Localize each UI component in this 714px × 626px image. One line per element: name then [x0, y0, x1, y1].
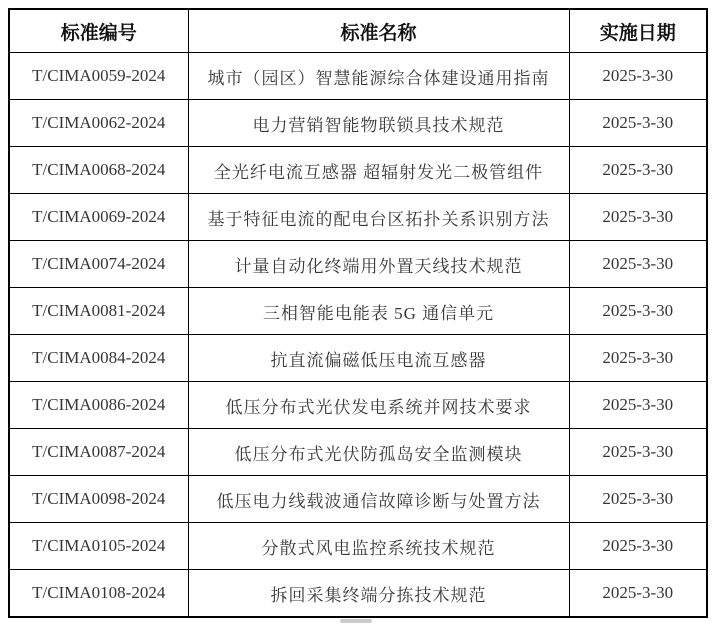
cell-standard-name: 全光纤电流互感器 超辐射发光二极管组件: [188, 147, 569, 194]
cell-standard-name: 拆回采集终端分拣技术规范: [188, 570, 569, 618]
table-row: [9, 147, 707, 194]
cell-standard-code: T/CIMA0105-2024: [9, 523, 188, 570]
table-row: [9, 241, 707, 288]
table-row: [9, 476, 707, 523]
table-row: [9, 100, 707, 147]
cell-impl-date: 2025-3-30: [569, 382, 707, 429]
cell-standard-name: 低压分布式光伏发电系统并网技术要求: [188, 382, 569, 429]
cell-standard-name: 基于特征电流的配电台区拓扑关系识别方法: [188, 194, 569, 241]
table-header-row: [9, 9, 707, 53]
table-row: [9, 570, 707, 618]
cell-standard-code: T/CIMA0081-2024: [9, 288, 188, 335]
cell-impl-date: 2025-3-30: [569, 53, 707, 100]
cell-impl-date: 2025-3-30: [569, 523, 707, 570]
cell-impl-date: 2025-3-30: [569, 476, 707, 523]
table-row: [9, 288, 707, 335]
cell-standard-code: T/CIMA0074-2024: [9, 241, 188, 288]
cell-standard-code: T/CIMA0068-2024: [9, 147, 188, 194]
column-header-code: 标准编号: [9, 9, 188, 53]
cell-standard-code: T/CIMA0108-2024: [9, 570, 188, 618]
cell-impl-date: 2025-3-30: [569, 429, 707, 476]
table-row: [9, 429, 707, 476]
table-row: [9, 382, 707, 429]
cell-impl-date: 2025-3-30: [569, 335, 707, 382]
column-header-name: 标准名称: [188, 9, 569, 53]
cell-standard-code: T/CIMA0059-2024: [9, 53, 188, 100]
cell-standard-name: 计量自动化终端用外置天线技术规范: [188, 241, 569, 288]
table-row: [9, 194, 707, 241]
cell-impl-date: 2025-3-30: [569, 241, 707, 288]
cell-standard-name: 电力营销智能物联锁具技术规范: [188, 100, 569, 147]
cell-impl-date: 2025-3-30: [569, 100, 707, 147]
cell-standard-code: T/CIMA0086-2024: [9, 382, 188, 429]
cell-standard-name: 三相智能电能表 5G 通信单元: [188, 288, 569, 335]
horizontal-scrollbar-thumb: [340, 619, 372, 623]
cell-standard-code: T/CIMA0062-2024: [9, 100, 188, 147]
table-row: [9, 335, 707, 382]
cell-impl-date: 2025-3-30: [569, 288, 707, 335]
cell-standard-code: T/CIMA0098-2024: [9, 476, 188, 523]
cell-impl-date: 2025-3-30: [569, 194, 707, 241]
cell-standard-name: 抗直流偏磁低压电流互感器: [188, 335, 569, 382]
table-row: [9, 53, 707, 100]
cell-standard-name: 低压电力线载波通信故障诊断与处置方法: [188, 476, 569, 523]
cell-standard-name: 分散式风电监控系统技术规范: [188, 523, 569, 570]
cell-impl-date: 2025-3-30: [569, 570, 707, 618]
standards-table: [8, 8, 708, 618]
cell-impl-date: 2025-3-30: [569, 147, 707, 194]
cell-standard-code: T/CIMA0087-2024: [9, 429, 188, 476]
cell-standard-name: 城市（园区）智慧能源综合体建设通用指南: [188, 53, 569, 100]
column-header-date: 实施日期: [569, 9, 707, 53]
cell-standard-name: 低压分布式光伏防孤岛安全监测模块: [188, 429, 569, 476]
cell-standard-code: T/CIMA0069-2024: [9, 194, 188, 241]
cell-standard-code: T/CIMA0084-2024: [9, 335, 188, 382]
table-row: [9, 523, 707, 570]
